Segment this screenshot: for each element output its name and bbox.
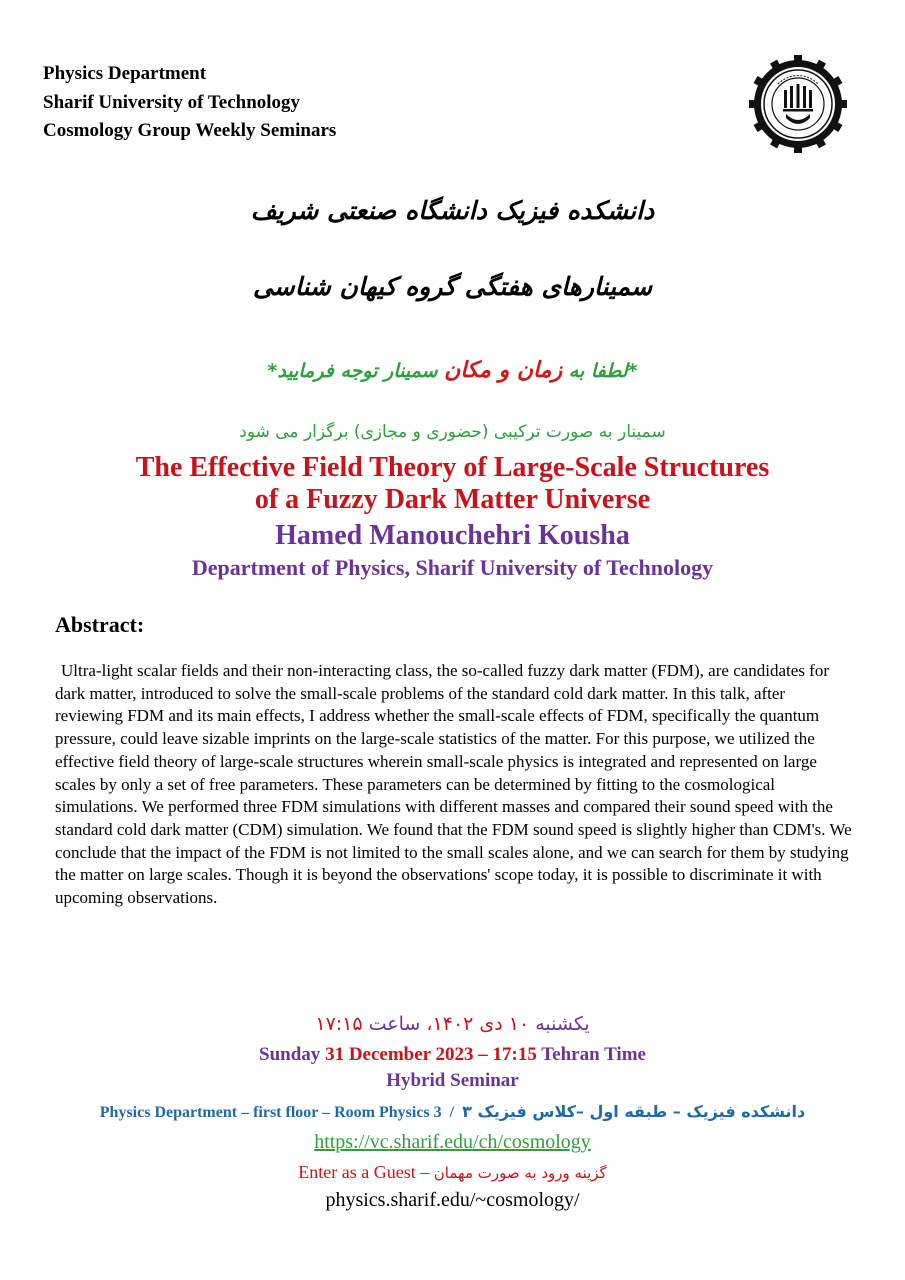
date-persian bbox=[0, 1013, 905, 1035]
location bbox=[0, 1102, 905, 1122]
seminar-series-line: Cosmology Group Weekly Seminars bbox=[43, 120, 337, 141]
guest-english: Enter as a Guest – bbox=[298, 1162, 430, 1182]
guest-persian: گزینه ورود به صورت مهمان bbox=[433, 1164, 607, 1182]
notice-part3: سمینار توجه فرمایید* bbox=[267, 360, 438, 382]
date-fa-time-label: ساعت bbox=[368, 1013, 421, 1035]
talk-title-line2: of a Fuzzy Dark Matter Universe bbox=[254, 484, 651, 515]
group-website[interactable]: physics.sharif.edu/~cosmology/ bbox=[325, 1189, 580, 1211]
date-fa-time: ۱۷:۱۵ bbox=[315, 1013, 363, 1035]
hybrid-notice-persian: سمینار به صورت ترکیبی (حضوری و مجازی) برگزار می شود bbox=[239, 422, 666, 442]
date-en-zone: Tehran Time bbox=[541, 1044, 646, 1065]
date-english bbox=[0, 1044, 905, 1066]
talk-title-line1: The Effective Field Theory of Large-Scale Structures bbox=[135, 452, 770, 483]
abstract-heading: Abstract: bbox=[55, 612, 145, 637]
organizer-header bbox=[43, 60, 336, 146]
date-fa-date: ۱۰ دی ۱۴۰۲، bbox=[426, 1013, 530, 1035]
location-persian: دانشکده فیزیک – طبقه اول –کلاس فیزیک ۳ bbox=[462, 1102, 806, 1121]
online-meeting-link[interactable]: https://vc.sharif.edu/ch/cosmology bbox=[314, 1131, 591, 1153]
notice-part2: زمان و مکان bbox=[444, 358, 563, 383]
sharif-university-seal-icon bbox=[748, 54, 848, 154]
persian-series-title: سمینارهای هفتگی گروه کیهان شناسی bbox=[252, 272, 653, 301]
location-separator: / bbox=[449, 1104, 455, 1121]
date-fa-day: یکشنبه bbox=[535, 1013, 590, 1035]
notice-part1: *لطفا به bbox=[568, 360, 638, 382]
department-line: Physics Department bbox=[43, 63, 207, 84]
date-en-date: 31 December 2023 – 17:15 bbox=[325, 1044, 537, 1065]
speaker-name: Hamed Manouchehri Kousha bbox=[275, 520, 630, 551]
speaker-affiliation: Department of Physics, Sharif University of Technology bbox=[191, 555, 714, 580]
date-en-day: Sunday bbox=[259, 1044, 321, 1065]
university-line: Sharif University of Technology bbox=[43, 91, 301, 113]
guest-instruction bbox=[0, 1162, 905, 1183]
seminar-mode: Hybrid Seminar bbox=[386, 1070, 519, 1091]
persian-faculty-title: دانشکده فیزیک دانشگاه صنعتی شریف bbox=[250, 196, 655, 225]
abstract-text: Ultra-light scalar fields and their non-interacting class, the so-called fuzzy dark matter (FDM), are candidates for dark matter, introduced to solve the small-scale problems of the standard cold dark matter. In this talk, after reviewing FDM and its main effects, I address whether the small-scale effects of FDM, specifically the quantum pressure, could leave sizable imprints on the large-scale statistics of the matter. For this purpose, we utilized the effective field theory of large-scale structures wherein small-scale physics is integrated and represented on large scales by only a set of free parameters. These parameters can be determined by fitting to the cosmological simulations. We performed three FDM simulations with different masses and compared their sound speed with the standard cold dark matter (CDM) simulation. We found that the FDM sound speed is slightly higher than CDM's. We conclude that the impact of the FDM is not limited to the small scales alone, and we can search for them by studying the matter on large scales. Though it is beyond the observations' scope today, it is possible to discriminate it with upcoming observations. bbox=[55, 661, 852, 908]
talk-title bbox=[0, 452, 905, 516]
location-english: Physics Department – first floor – Room Physics 3 bbox=[99, 1104, 442, 1121]
attention-notice bbox=[0, 358, 905, 383]
